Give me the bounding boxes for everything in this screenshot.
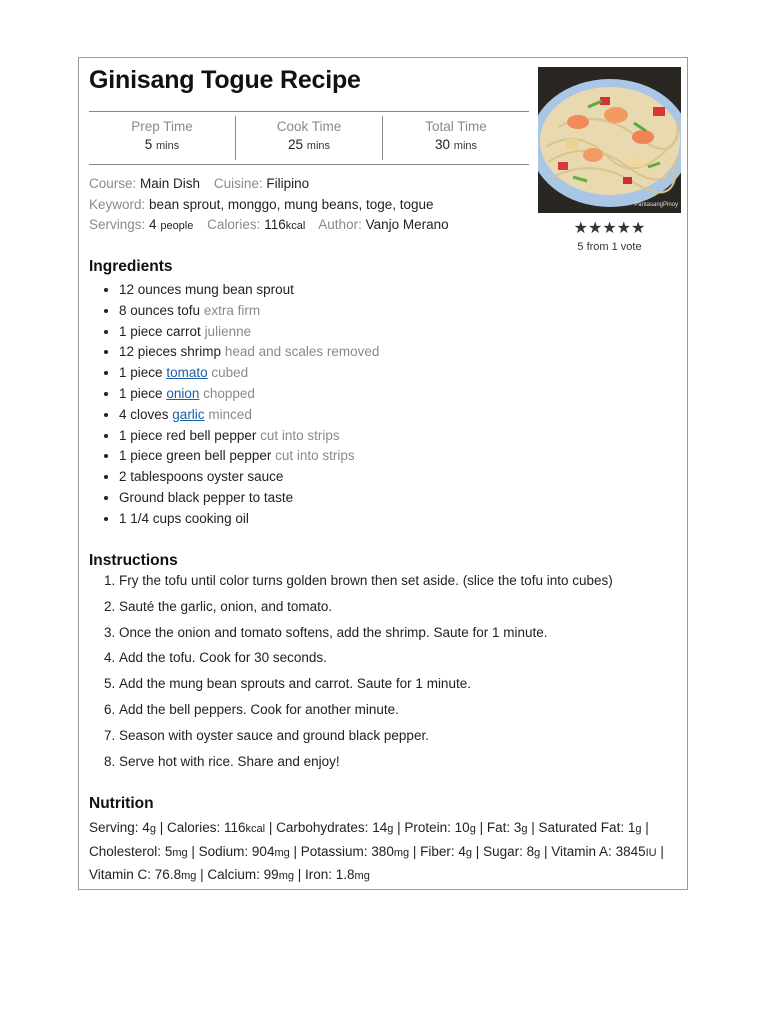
list-item: 2. Sauté the garlic, onion, and tomato.	[119, 598, 689, 616]
meta-row-course-cuisine: Course: Main Dish Cuisine: Filipino	[89, 176, 310, 191]
star-icon[interactable]: ★	[602, 220, 617, 237]
list-item: 7. Season with oyster sauce and ground black pepper.	[119, 727, 689, 745]
time-summary	[89, 111, 529, 165]
list-item: • Ground black pepper to taste	[119, 488, 679, 509]
nutrition-item: Sugar: 8g	[483, 843, 541, 859]
list-item: 1. Fry the tofu until color turns golden brown then set aside. (slice the tofu into cubes)	[119, 572, 689, 590]
photo-watermark: PantasangPinoy	[634, 202, 678, 208]
list-item: 3. Once the onion and tomato softens, add the shrimp. Saute for 1 minute.	[119, 624, 689, 642]
time-value: 5 mins	[144, 137, 180, 152]
list-item: 6. Add the bell peppers. Cook for another minute.	[119, 701, 689, 719]
instructions-heading: Instructions	[89, 552, 178, 569]
star-icon[interactable]: ★	[616, 220, 632, 237]
cuisine-value: Filipino	[266, 176, 310, 191]
time-label: Total Time	[425, 119, 487, 134]
vote-count: 5 from 1 vote	[577, 241, 642, 253]
list-item: 8. Serve hot with rice. Share and enjoy!	[119, 753, 689, 771]
onion-link[interactable]: onion	[166, 385, 200, 401]
nutrition-item: Sodium: 904mg	[198, 843, 290, 859]
nutrition-item: Calories: 116kcal	[166, 820, 266, 835]
nutrition-item: Vitamin C: 76.8mg	[89, 867, 197, 882]
garlic-link[interactable]: garlic	[172, 406, 205, 422]
cook-time	[235, 116, 382, 160]
nutrition-item: Calcium: 99mg	[207, 867, 294, 882]
recipe-title: Ginisang Togue Recipe	[89, 66, 361, 94]
list-item: • 1 piece red bell pepper cut into strips	[119, 426, 679, 447]
time-label: Cook Time	[276, 119, 342, 134]
star-icon[interactable]: ★	[587, 220, 603, 237]
time-value: 30 mins	[434, 137, 478, 152]
ingredients-heading: Ingredients	[89, 258, 173, 275]
nutrition-item: Fiber: 4g	[420, 843, 473, 859]
instructions-list	[89, 572, 689, 778]
calories-value: 116	[264, 217, 286, 233]
star-icon[interactable]: ★	[573, 220, 588, 237]
ingredients-list	[89, 280, 679, 530]
list-item: • 1 piece onion chopped	[119, 384, 679, 405]
time-value: 25 mins	[287, 137, 331, 152]
list-item: • 2 tablespoons oyster sauce	[119, 467, 679, 488]
nutrition-item: Carbohydrates: 14g	[276, 820, 394, 835]
list-item: • 4 cloves garlic minced	[119, 405, 679, 426]
nutrition-item: Serving: 4g	[89, 820, 156, 835]
total-time	[382, 116, 529, 160]
list-item: 4. Add the tofu. Cook for 30 seconds.	[119, 649, 689, 667]
list-item: • 8 ounces tofu extra firm	[119, 301, 679, 322]
course-value: Main Dish	[140, 176, 201, 191]
nutrition-item: Iron: 1.8mg	[304, 867, 370, 882]
nutrition-item: Fat: 3g	[486, 820, 528, 835]
star-rating-icons[interactable]	[538, 220, 681, 238]
recipe-card	[78, 57, 688, 890]
star-icon[interactable]: ★	[631, 220, 646, 237]
rating	[538, 220, 681, 253]
servings-value: 4	[149, 217, 157, 233]
list-item: • 1 piece carrot julienne	[119, 322, 679, 343]
list-item: • 1 piece tomato cubed	[119, 363, 679, 384]
nutrition-item: Protein: 10g	[404, 820, 476, 835]
nutrition-heading: Nutrition	[89, 795, 154, 812]
nutrition-item: Vitamin A: 3845IU	[551, 843, 657, 859]
nutrition-item: Potassium: 380mg	[300, 843, 410, 859]
tomato-link[interactable]: tomato	[166, 365, 208, 381]
list-item: • 1 1/4 cups cooking oil	[119, 509, 679, 530]
prep-time	[89, 112, 235, 164]
nutrition-item: Cholesterol: 5mg	[89, 843, 188, 859]
meta-row-keyword: Keyword: bean sprout, monggo, mung beans, toge, togue	[89, 196, 434, 212]
recipe-meta	[89, 174, 529, 237]
nutrition-facts: Serving: 4g | Calories: 116kcal | Carbohydrates: 14g | Protein: 10g | Fat: 3g | Saturated Fat: 1g | Cholesterol: 5mg | Sodium: 904mg | Potassium: 380mg | Fiber: 4g | Sugar: 8g | Vitamin A: 3845IU | Vitamin C: 76.8mg | Calcium: 99mg | Iron: 1.8mg	[89, 820, 664, 882]
recipe-photo	[538, 67, 681, 213]
time-label: Prep Time	[131, 119, 193, 134]
author-value: Vanjo Merano	[365, 217, 449, 233]
dish-image	[538, 67, 681, 213]
list-item: 5. Add the mung bean sprouts and carrot. Saute for 1 minute.	[119, 675, 689, 693]
list-item: • 12 ounces mung bean sprout	[119, 280, 679, 301]
list-item: • 12 pieces shrimp head and scales removed	[119, 342, 679, 363]
list-item: • 1 piece green bell pepper cut into strips	[119, 446, 679, 467]
keyword-value: bean sprout, monggo, mung beans, toge, togue	[149, 196, 434, 212]
nutrition-item: Saturated Fat: 1g	[538, 820, 642, 835]
meta-row-servings: Servings: 4 people Calories: 116kcal Author: Vanjo Merano	[89, 217, 449, 233]
